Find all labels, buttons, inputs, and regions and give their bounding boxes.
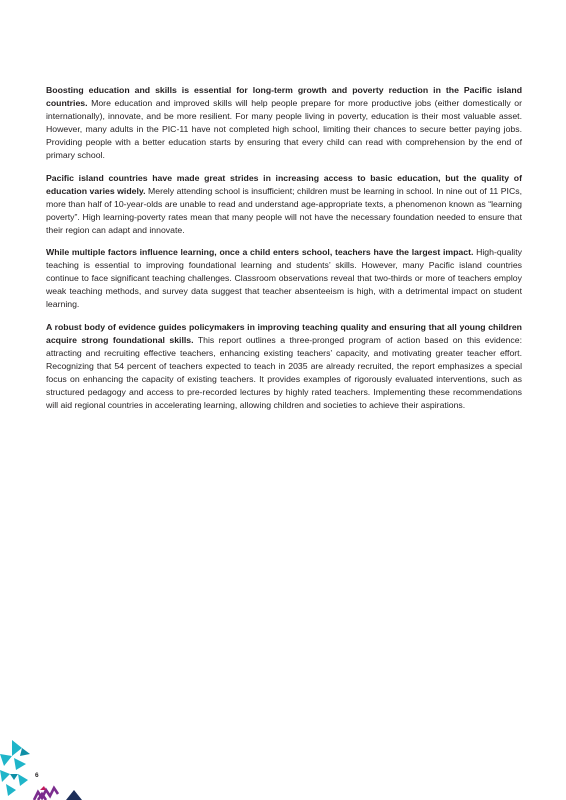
- purple-zigzag-icon: [34, 788, 58, 800]
- corner-ornament-icon: [0, 740, 110, 800]
- paragraph-1-body: More education and improved skills will help people prepare for more productive jobs (either domestically or internationally), innovate, and be more resilient. For many people living in poverty, education is their most valuable asset. However, many adults in the PIC-11 have not completed high school, limiting their chances to secure better paying jobs. Providing people with a better education starts by ensuring that every child can read with comprehension by the end of primary school.: [46, 98, 522, 160]
- paragraph-1: [46, 84, 522, 162]
- paragraph-2-body: Merely attending school is insufficient; children must be learning in school. In nine out of 11 PICs, more than half of 10-year-olds are unable to read and understand age-appropriate texts, a phenomenon known as “learning poverty”. High learning-poverty rates mean that many people will not have the necessary foundation needed to ensure that their region can adapt and innovate.: [46, 185, 522, 235]
- paragraph-2-lead: Pacific island countries have made great strides in increasing access to basic education, but the quality of education varies widely.: [46, 172, 522, 196]
- paragraph-4-lead: A robust body of evidence guides policymakers in improving teaching quality and ensuring that all young children acquire strong foundational skills.: [46, 321, 522, 345]
- paragraph-1-lead: Boosting education and skills is essential for long-term growth and poverty reduction in the Pacific island countries.: [46, 85, 522, 108]
- paragraph-4: [46, 321, 522, 412]
- navy-triangle-icon: [66, 790, 82, 800]
- paragraph-4-body: This report outlines a three-pronged program of action based on this evidence: attracting and recruiting effective teachers, enhancing existing teachers’ capacity, and motivating greater teacher effort. Recognizing that 54 percent of teachers expected to teach in 2035 are already recruited, the report emphasizes a special focus on enhancing the capacity of existing teachers. It provides examples of rigorously evaluated interventions, such as structured pedagogy and access to pre-recorded lectures by highly rated teachers. Implementing these recommendations will aid regional countries in accelerating learning, allowing children and societies to achieve their aspirations.: [46, 334, 522, 410]
- paragraph-3-body: High-quality teaching is essential to improving foundational learning and students’ skills. However, many Pacific island countries continue to face significant teaching challenges. Classroom observations reveal that two-thirds or more of teachers employ weak teaching methods, and survey data suggest that teacher absenteeism is high, with a detrimental impact on student learning.: [46, 247, 522, 309]
- page-number: 6: [35, 772, 39, 779]
- main-text: [46, 84, 522, 421]
- paragraph-2: [46, 172, 522, 237]
- paragraph-3-lead: While multiple factors influence learning, once a child enters school, teachers have the largest impact.: [46, 247, 474, 257]
- paragraph-3: [46, 246, 522, 311]
- teal-pinwheel-icon: [0, 740, 28, 796]
